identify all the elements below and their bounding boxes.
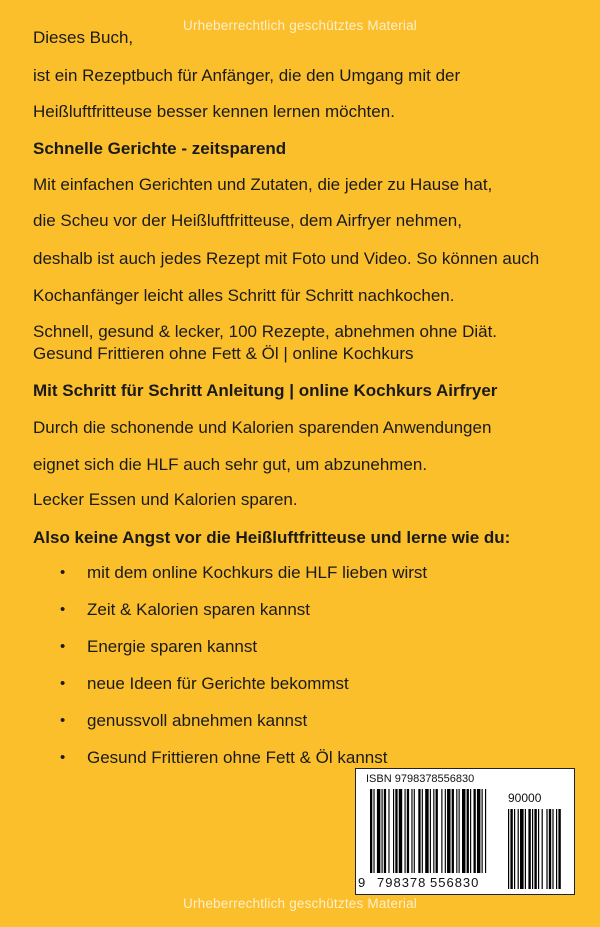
paragraph-line: Schnell, gesund & lecker, 100 Rezepte, abnehmen ohne Diät. [33, 322, 498, 341]
barcode-right-digits: 556830 [430, 875, 480, 890]
price-code: 90000 [508, 791, 542, 805]
paragraph-line: Mit einfachen Gerichten und Zutaten, die jeder zu Hause hat, [33, 175, 493, 194]
bullet-dot-icon: • [60, 749, 66, 766]
bullet-item-text: genussvoll abnehmen kannst [87, 711, 308, 730]
barcode-lead-digit: 9 [358, 875, 367, 890]
bullet-item-text: Energie sparen kannst [87, 637, 258, 656]
bullet-dot-icon: • [60, 638, 66, 655]
paragraph-line: eignet sich die HLF auch sehr gut, um abzunehmen. [33, 455, 428, 474]
paragraph-line: Mit Schritt für Schritt Anleitung | online Kochkurs Airfryer [33, 381, 498, 400]
bullet-dot-icon: • [60, 675, 66, 692]
watermark-bottom: Urheberrechtlich geschütztes Material [183, 896, 417, 911]
paragraph-line: Durch die schonende und Kalorien sparenden Anwendungen [33, 418, 492, 437]
isbn-barcode-box [355, 768, 575, 895]
isbn-label: ISBN 9798378556830 [366, 773, 475, 785]
paragraph-line: die Scheu vor der Heißluftfritteuse, dem Airfryer nehmen, [33, 211, 462, 230]
bullet-dot-icon: • [60, 601, 66, 618]
paragraph-line: ist ein Rezeptbuch für Anfänger, die den Umgang mit der [33, 66, 461, 85]
paragraph-line: Heißluftfritteuse besser kennen lernen möchten. [33, 102, 395, 121]
bullet-item-text: mit dem online Kochkurs die HLF lieben wirst [87, 563, 428, 582]
paragraph-line: Gesund Frittieren ohne Fett & Öl | online Kochkurs [33, 344, 414, 363]
bullet-item-text: neue Ideen für Gerichte bekommst [87, 674, 349, 693]
paragraph-line: Lecker Essen und Kalorien sparen. [33, 490, 298, 509]
paragraph-line: Schnelle Gerichte - zeitsparend [33, 139, 287, 158]
bullet-dot-icon: • [60, 564, 66, 581]
bullet-item-text: Gesund Frittieren ohne Fett & Öl kannst [87, 748, 388, 767]
paragraph-line: deshalb ist auch jedes Rezept mit Foto und Video. So können auch [33, 249, 540, 268]
paragraph-line: Kochanfänger leicht alles Schritt für Schritt nachkochen. [33, 286, 455, 305]
bullet-item-text: Zeit & Kalorien sparen kannst [87, 600, 311, 619]
paragraph-line: Dieses Buch, [33, 28, 134, 47]
watermark-top: Urheberrechtlich geschütztes Material [183, 18, 417, 33]
bullet-dot-icon: • [60, 712, 66, 729]
barcode-left-digits: 798378 [377, 875, 427, 890]
paragraph-line: Also keine Angst vor die Heißluftfritteuse und lerne wie du: [33, 528, 511, 547]
